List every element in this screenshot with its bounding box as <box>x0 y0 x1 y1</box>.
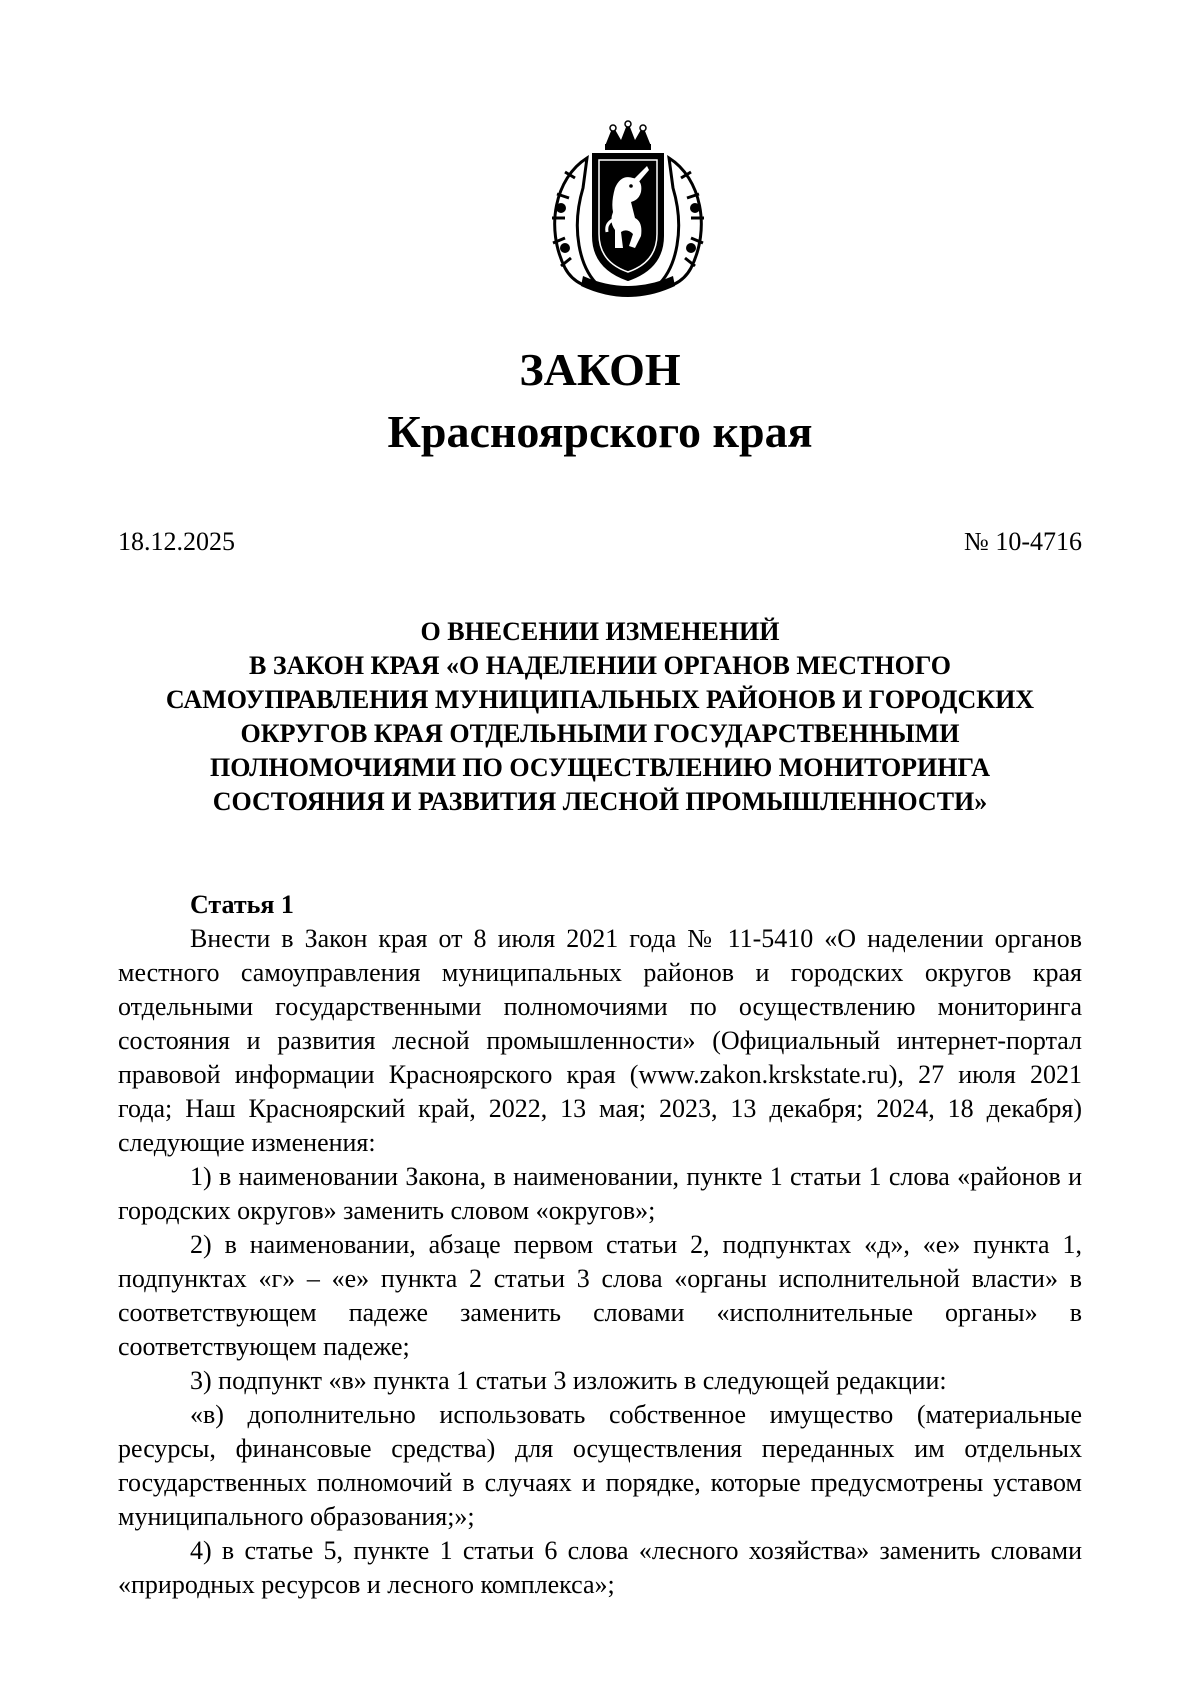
heading-line: В ЗАКОН КРАЯ «О НАДЕЛЕНИИ ОРГАНОВ МЕСТНОГО <box>249 651 951 680</box>
document-number: № 10-4716 <box>964 527 1082 556</box>
heading-line: ПОЛНОМОЧИЯМИ ПО ОСУЩЕСТВЛЕНИЮ МОНИТОРИНГА <box>210 753 990 782</box>
heading-line: ОКРУГОВ КРАЯ ОТДЕЛЬНЫМИ ГОСУДАРСТВЕННЫМИ <box>240 719 960 748</box>
article-paragraph: 3) подпункт «в» пункта 1 статьи 3 изложить в следующей редакции: <box>190 1366 947 1395</box>
document-date: 18.12.2025 <box>118 527 235 556</box>
heading-line: СОСТОЯНИЯ И РАЗВИТИЯ ЛЕСНОЙ ПРОМЫШЛЕННОСТИ» <box>212 787 988 816</box>
article-paragraph: Внести в Закон края от 8 июля 2021 года № 11-5410 «О наделении органов местного самоуправления муниципальных районов и городских округов края отдельными государственными полномочиями по осуществлению мониторинга состояния и развития лесной промышленности» (Официальный интернет-портал правовой информации Красноярского края (www.zakon.krskstate.ru), 27 июля 2021 года; Наш Красноярский край, 2022, 13 мая; 2023, 13 декабря; 2024, 18 декабря) следующие изменения: <box>118 924 1082 1157</box>
article-paragraph: 1) в наименовании Закона, в наименовании, пункте 1 статьи 1 слова «районов и городских округов» заменить словом «округов»; <box>118 1162 1082 1225</box>
document-title: ЗАКОН <box>519 344 681 395</box>
document-subtitle: Красноярского края <box>387 406 813 457</box>
article-paragraph: 4) в статье 5, пункте 1 статьи 6 слова «лесного хозяйства» заменить словами «природных ресурсов и лесного комплекса»; <box>118 1536 1082 1599</box>
coat-of-arms-icon <box>535 118 721 304</box>
article-body <box>118 922 1082 1602</box>
article-paragraph: 2) в наименовании, абзаце первом статьи 2, подпунктах «д», «е» пункта 1, подпунктах «г» – «е» пункта 2 статьи 3 слова «органы исполнительной власти» в соответствующем падеже заменить словами «исполнительные органы» в соответствующем падеже; <box>118 1230 1082 1361</box>
heading-line: О ВНЕСЕНИИ ИЗМЕНЕНИЙ <box>420 617 780 646</box>
article-paragraph: «в) дополнительно использовать собственное имущество (материальные ресурсы, финансовые средства) для осуществления переданных им отдельных государственных полномочий в случаях и порядке, которые предусмотрены уставом муниципального образования;»; <box>118 1400 1082 1531</box>
law-heading <box>118 615 1082 819</box>
heading-line: САМОУПРАВЛЕНИЯ МУНИЦИПАЛЬНЫХ РАЙОНОВ И ГОРОДСКИХ <box>165 685 1035 714</box>
article-title: Статья 1 <box>190 890 294 919</box>
